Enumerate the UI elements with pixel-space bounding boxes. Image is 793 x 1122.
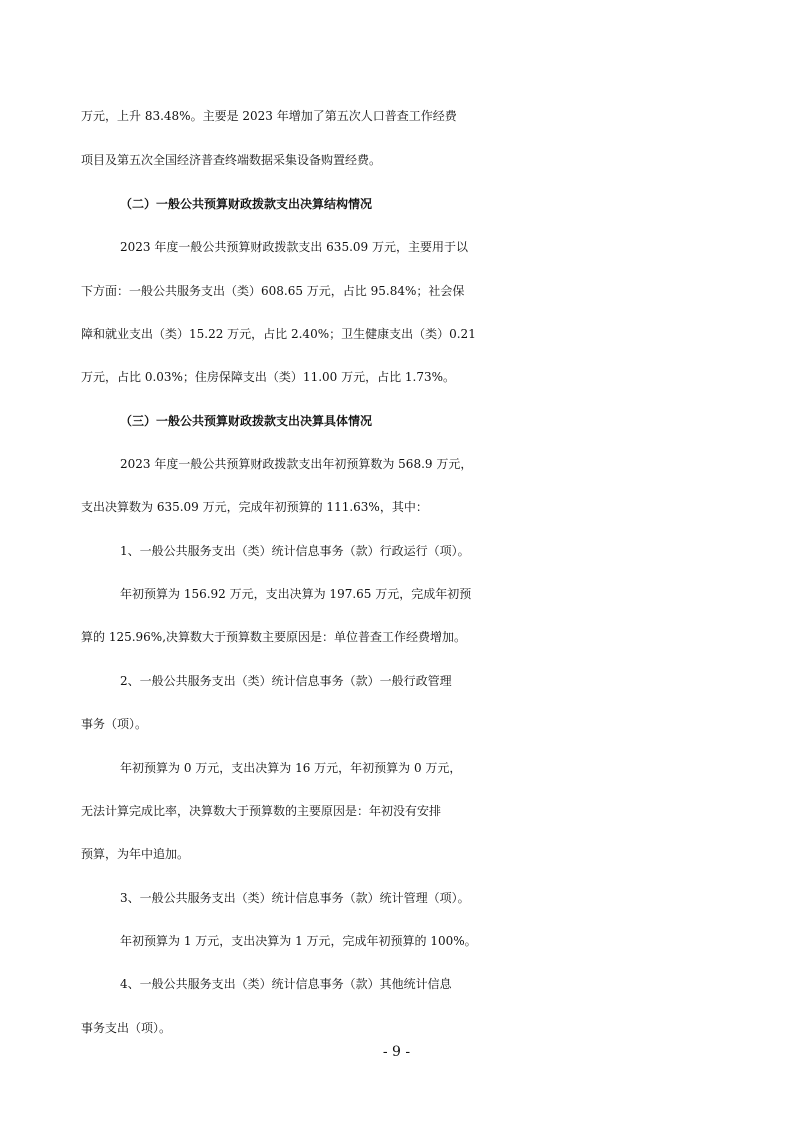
section-heading-details: （三）一般公共预算财政拨款支出决算具体情况 <box>120 414 373 428</box>
body-text-line: 万元，上升 83.48%。主要是 2023 年增加了第五次人口普查工作经费 <box>81 109 457 123</box>
body-text-line: 事务支出（项）。 <box>81 1021 172 1035</box>
list-item-2-heading: 2、一般公共服务支出（类）统计信息事务（款）一般行政管理 <box>120 674 452 688</box>
list-item-1-heading: 1、一般公共服务支出（类）统计信息事务（款）行政运行（项）。 <box>120 544 470 558</box>
body-text-line: 障和就业支出（类）15.22 万元，占比 2.40%；卫生健康支出（类）0.21 <box>81 327 476 341</box>
body-text-line: 支出决算数为 635.09 万元，完成年初预算的 111.63%，其中： <box>81 500 428 514</box>
body-text-line: 2023 年度一般公共预算财政拨款支出年初预算数为 568.9 万元， <box>120 457 473 471</box>
body-text-line: 事务（项）。 <box>81 717 148 731</box>
body-text-line: 无法计算完成比率，决算数大于预算数的主要原因是：年初没有安排 <box>81 804 442 818</box>
body-text-line: 项目及第五次全国经济普查终端数据采集设备购置经费。 <box>81 153 382 167</box>
list-item-3-heading: 3、一般公共服务支出（类）统计信息事务（款）统计管理（项）。 <box>120 891 470 905</box>
section-heading-structure: （二）一般公共预算财政拨款支出决算结构情况 <box>120 197 373 211</box>
body-text-line: 年初预算为 0 万元，支出决算为 16 万元，年初预算为 0 万元， <box>120 761 462 775</box>
body-text-line: 万元，占比 0.03%；住房保障支出（类）11.00 万元，占比 1.73%。 <box>81 370 456 384</box>
body-text-line: 年初预算为 1 万元，支出决算为 1 万元，完成年初预算的 100%。 <box>120 934 477 948</box>
body-text-line: 2023 年度一般公共预算财政拨款支出 635.09 万元，主要用于以 <box>120 240 468 254</box>
list-item-4-heading: 4、一般公共服务支出（类）统计信息事务（款）其他统计信息 <box>120 977 452 991</box>
body-text-line: 预算，为年中追加。 <box>81 847 190 861</box>
page-number: - 9 - <box>382 1044 411 1060</box>
body-text-line: 下方面：一般公共服务支出（类）608.65 万元，占比 95.84%；社会保 <box>81 284 465 298</box>
body-text-line: 年初预算为 156.92 万元，支出决算为 197.65 万元，完成年初预 <box>120 587 472 601</box>
body-text-line: 算的 125.96%,决算数大于预算数主要原因是：单位普查工作经费增加。 <box>81 630 467 644</box>
